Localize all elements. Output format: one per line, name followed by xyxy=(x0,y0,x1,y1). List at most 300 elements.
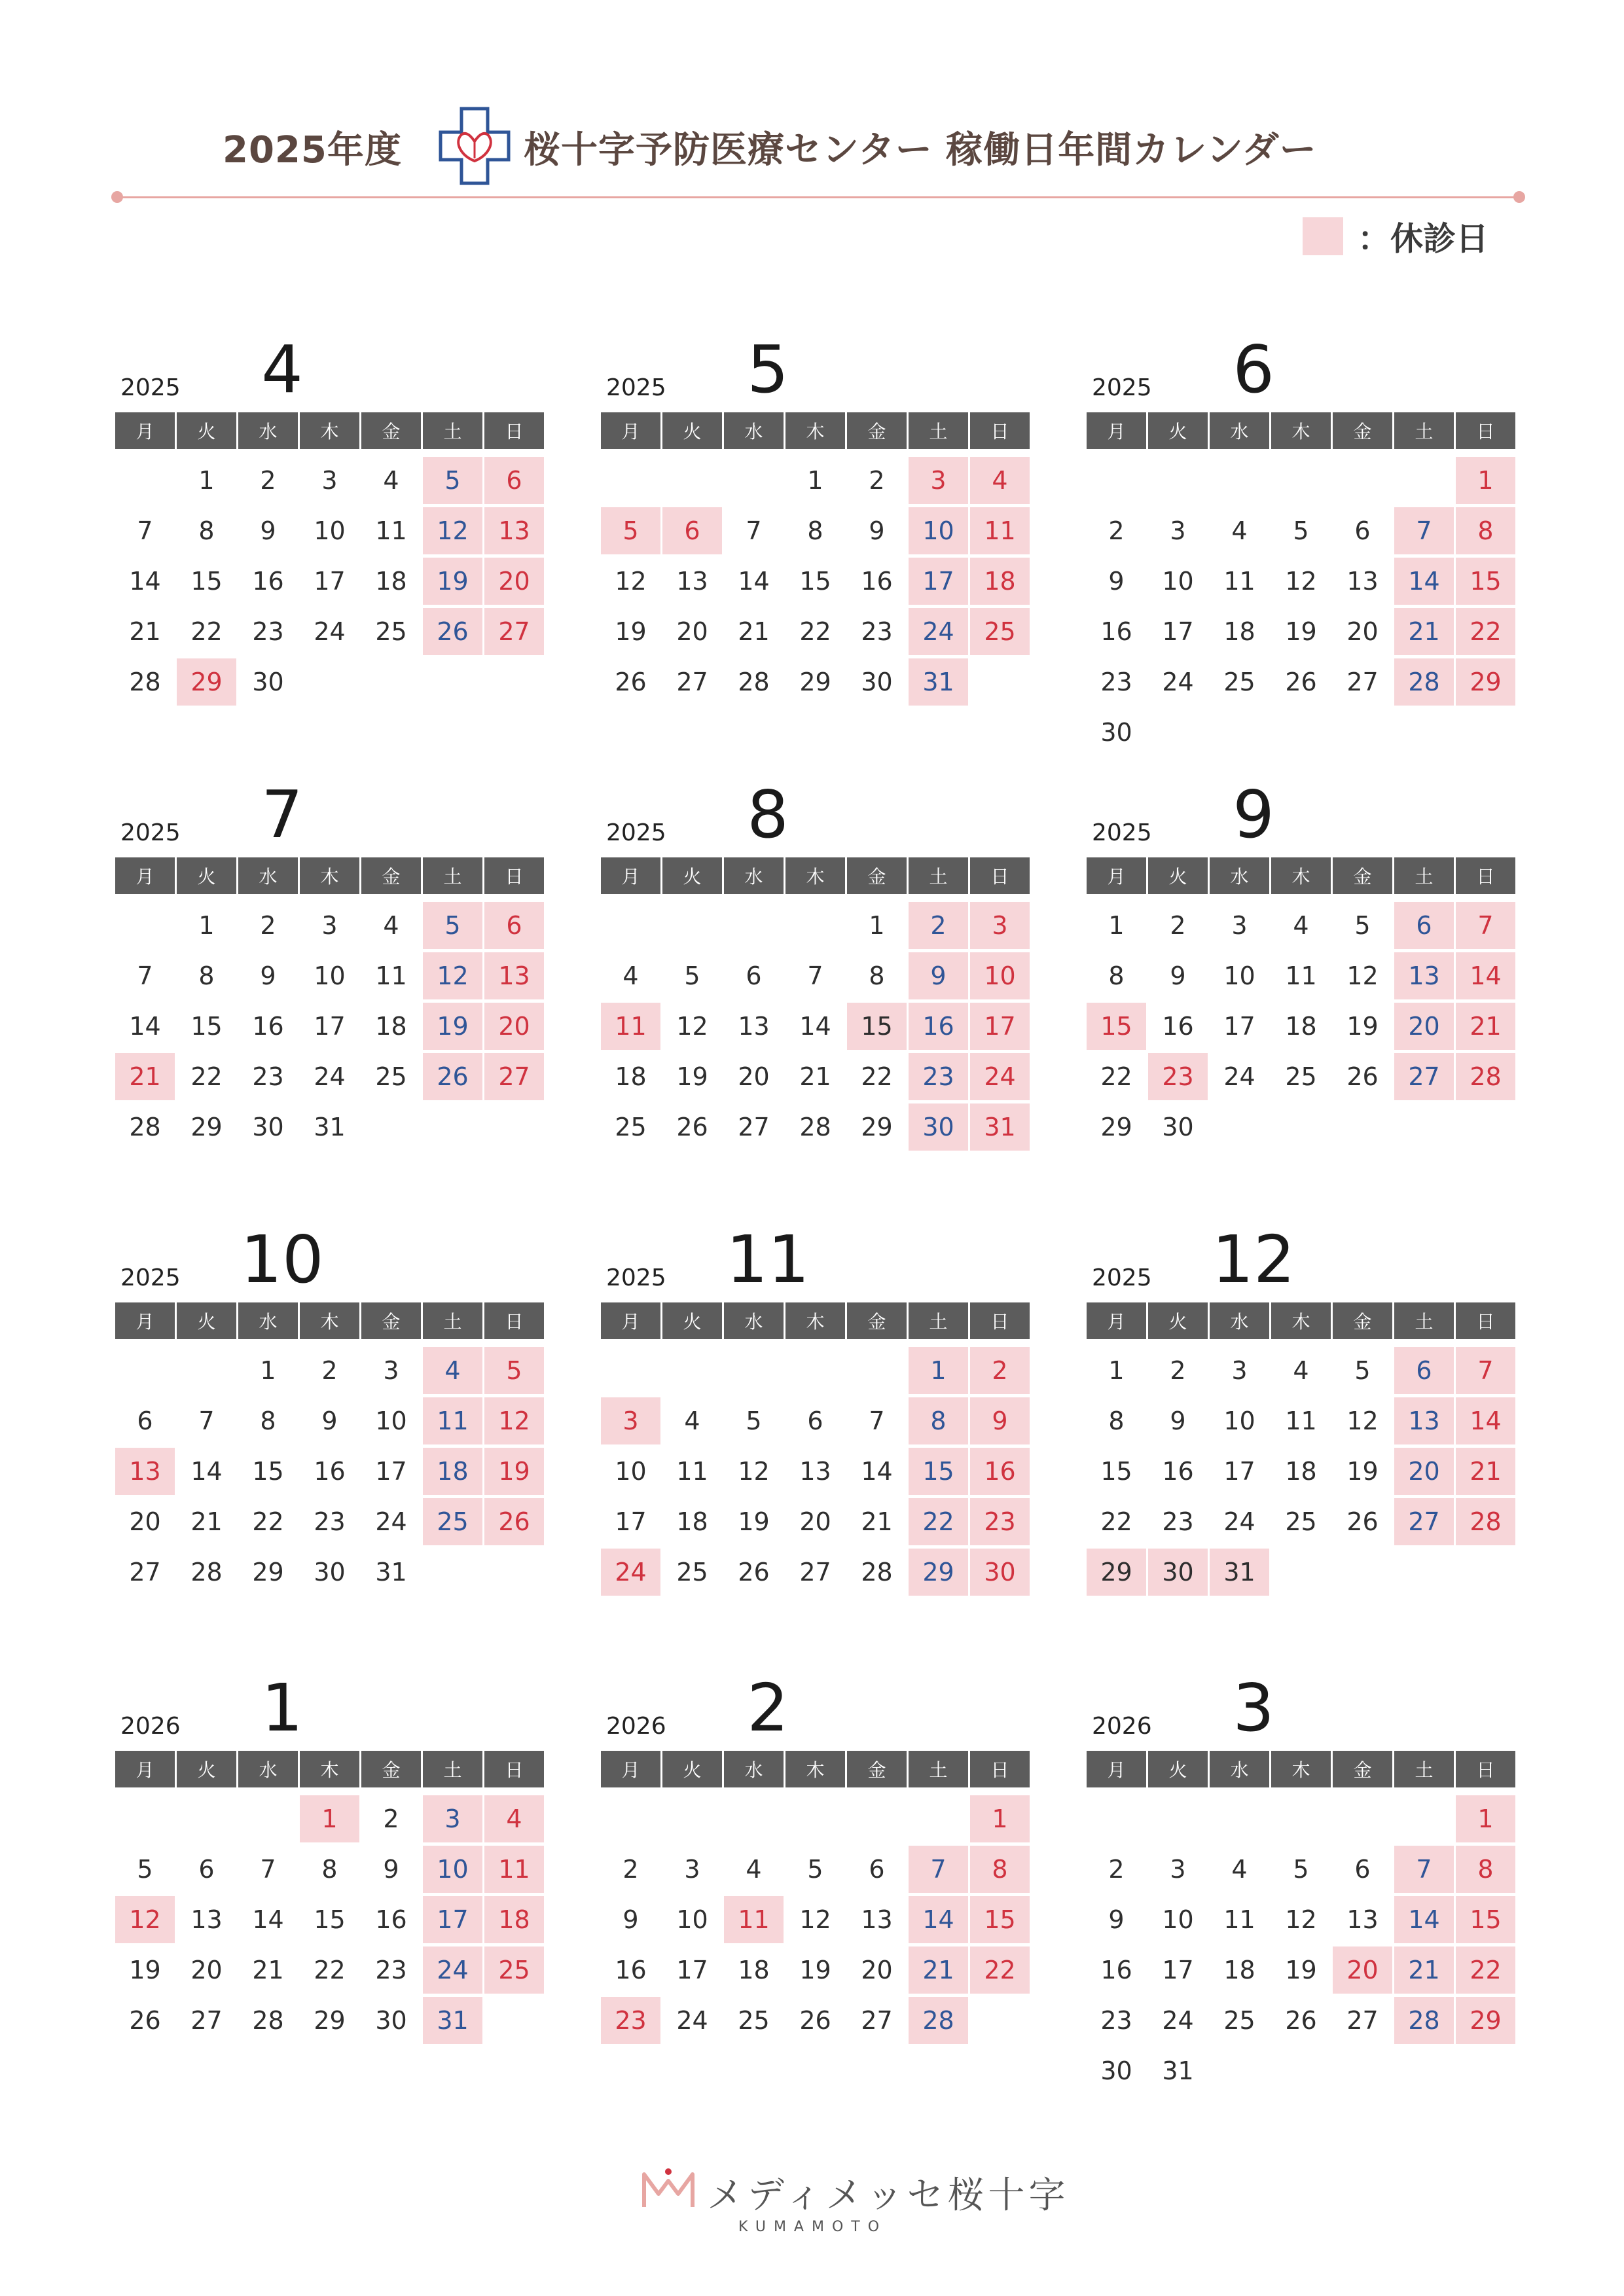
closed-day-cell: 24 xyxy=(909,608,968,655)
day-cell: 31 xyxy=(375,1558,407,1587)
closed-day-cell: 23 xyxy=(970,1498,1030,1545)
day-cell: 23 xyxy=(1100,668,1132,696)
closed-day-cell: 7 xyxy=(909,1846,968,1893)
day-cell: 6 xyxy=(1354,1855,1371,1884)
empty-day-cell xyxy=(1148,1795,1208,1842)
closed-day-cell: 3 xyxy=(970,902,1030,949)
closed-day-cell: 10 xyxy=(970,952,1030,999)
day-cell: 15 xyxy=(190,1012,223,1041)
month-2026-2 xyxy=(601,1672,1030,2047)
weekday-header: 火 xyxy=(177,412,236,449)
empty-day-cell xyxy=(1087,1795,1146,1842)
closed-day-cell: 25 xyxy=(423,1498,482,1545)
weekday-header: 月 xyxy=(601,1751,660,1787)
closed-day-cell: 22 xyxy=(1456,1946,1515,1994)
rule-dot-right xyxy=(1513,191,1525,203)
month-2026-1 xyxy=(115,1672,545,2047)
page-title: 桜十字予防医療センター 稼働日年間カレンダー xyxy=(524,129,1317,171)
month-header xyxy=(115,331,545,412)
day-cell: 23 xyxy=(314,1507,346,1536)
closed-day-cell: 29 xyxy=(1456,1997,1515,2044)
day-cell: 21 xyxy=(190,1507,223,1536)
day-cell: 27 xyxy=(129,1558,161,1587)
day-cell: 25 xyxy=(375,617,407,646)
month-2025-6 xyxy=(1087,331,1516,759)
weekday-header: 木 xyxy=(300,857,359,894)
closed-day-cell: 5 xyxy=(423,457,482,504)
day-cell: 9 xyxy=(383,1855,399,1884)
day-cell: 4 xyxy=(1293,911,1309,940)
day-cell: 2 xyxy=(260,911,276,940)
weekday-header: 火 xyxy=(662,857,722,894)
day-cell: 10 xyxy=(1223,1407,1255,1435)
closed-day-cell: 17 xyxy=(909,558,968,605)
closed-day-cell: 1 xyxy=(1456,457,1515,504)
weekday-header: 木 xyxy=(1271,857,1331,894)
month-2025-5 xyxy=(601,331,1030,709)
closed-day-cell: 23 xyxy=(601,1997,660,2044)
closed-day-cell: 24 xyxy=(423,1946,482,1994)
closed-day-cell: 3 xyxy=(423,1795,482,1842)
day-cell: 11 xyxy=(1285,961,1317,990)
month-header xyxy=(1087,331,1516,412)
closed-day-cell: 28 xyxy=(1456,1498,1515,1545)
closed-day-cell: 15 xyxy=(847,1003,907,1050)
day-cell: 14 xyxy=(799,1012,831,1041)
closed-day-cell: 9 xyxy=(909,952,968,999)
day-cell: 15 xyxy=(190,567,223,596)
empty-day-cell xyxy=(1271,457,1331,504)
day-cell: 22 xyxy=(1100,1507,1132,1536)
closed-day-cell: 30 xyxy=(970,1549,1030,1596)
empty-day-cell xyxy=(115,902,175,949)
day-cell: 17 xyxy=(615,1507,647,1536)
weekday-header: 木 xyxy=(785,1751,845,1787)
month-header xyxy=(1087,1221,1516,1302)
month-days-grid xyxy=(1087,1751,1516,2098)
closed-day-cell: 7 xyxy=(1394,507,1454,554)
month-days-grid xyxy=(601,857,1030,1154)
day-cell: 19 xyxy=(615,617,647,646)
empty-day-cell xyxy=(177,1347,236,1394)
day-cell: 30 xyxy=(1100,718,1132,747)
month-year: 2026 xyxy=(1092,1713,1152,1740)
day-cell: 1 xyxy=(198,466,215,495)
closed-day-cell: 29 xyxy=(1087,1549,1146,1596)
weekday-header: 木 xyxy=(300,1302,359,1339)
closed-day-cell: 10 xyxy=(909,507,968,554)
weekday-header: 月 xyxy=(601,412,660,449)
weekday-header: 火 xyxy=(177,1302,236,1339)
weekday-header: 木 xyxy=(785,412,845,449)
day-cell: 4 xyxy=(746,1855,762,1884)
weekday-header: 土 xyxy=(909,1302,968,1339)
weekday-header: 日 xyxy=(970,1751,1030,1787)
weekday-header: 土 xyxy=(423,1751,482,1787)
day-cell: 6 xyxy=(198,1855,215,1884)
weekday-header: 火 xyxy=(1148,1302,1208,1339)
empty-day-cell xyxy=(662,457,722,504)
day-cell: 12 xyxy=(738,1457,770,1486)
weekday-header: 日 xyxy=(970,857,1030,894)
day-cell: 16 xyxy=(1162,1012,1194,1041)
day-cell: 17 xyxy=(1223,1012,1255,1041)
day-cell: 2 xyxy=(623,1855,639,1884)
closed-day-cell: 14 xyxy=(1394,1896,1454,1943)
empty-day-cell xyxy=(662,1795,722,1842)
day-cell: 12 xyxy=(676,1012,708,1041)
empty-day-cell xyxy=(724,902,784,949)
closed-day-cell: 1 xyxy=(970,1795,1030,1842)
closed-day-cell: 22 xyxy=(1456,608,1515,655)
closed-day-cell: 29 xyxy=(909,1549,968,1596)
weekday-header: 水 xyxy=(1210,412,1269,449)
weekday-header: 水 xyxy=(724,412,784,449)
day-cell: 31 xyxy=(1162,2056,1194,2085)
day-cell: 23 xyxy=(861,617,893,646)
closed-day-cell: 18 xyxy=(423,1448,482,1495)
footer-location: KUMAMOTO xyxy=(738,2219,888,2235)
closed-day-cell: 14 xyxy=(1394,558,1454,605)
weekday-header: 土 xyxy=(909,412,968,449)
closed-day-cell: 27 xyxy=(484,608,544,655)
closed-day-cell: 6 xyxy=(484,457,544,504)
day-cell: 27 xyxy=(676,668,708,696)
month-number: 4 xyxy=(261,331,303,408)
empty-day-cell xyxy=(601,457,660,504)
clinic-cross-logo xyxy=(435,103,514,188)
month-days-grid xyxy=(115,1751,545,2047)
day-cell: 20 xyxy=(738,1062,770,1091)
day-cell: 12 xyxy=(1285,1905,1317,1934)
weekday-header: 土 xyxy=(423,412,482,449)
day-cell: 25 xyxy=(1223,2006,1255,2035)
day-cell: 19 xyxy=(738,1507,770,1536)
day-cell: 28 xyxy=(190,1558,223,1587)
day-cell: 11 xyxy=(375,516,407,545)
day-cell: 21 xyxy=(129,617,161,646)
day-cell: 17 xyxy=(1162,617,1194,646)
weekday-header: 土 xyxy=(423,1302,482,1339)
month-2025-4 xyxy=(115,331,545,709)
empty-day-cell xyxy=(115,1795,175,1842)
empty-day-cell xyxy=(238,1795,298,1842)
day-cell: 2 xyxy=(383,1804,399,1833)
day-cell: 27 xyxy=(861,2006,893,2035)
month-header xyxy=(115,1672,545,1751)
closed-day-cell: 21 xyxy=(115,1053,175,1100)
day-cell: 29 xyxy=(1100,1113,1132,1141)
closed-day-cell: 12 xyxy=(423,507,482,554)
title-divider xyxy=(117,196,1519,198)
weekday-header: 水 xyxy=(238,1302,298,1339)
day-cell: 7 xyxy=(746,516,762,545)
weekday-header: 金 xyxy=(847,412,907,449)
closed-day-cell: 26 xyxy=(423,608,482,655)
day-cell: 28 xyxy=(129,668,161,696)
empty-day-cell xyxy=(1394,457,1454,504)
closed-day-cell: 22 xyxy=(909,1498,968,1545)
day-cell: 20 xyxy=(129,1507,161,1536)
weekday-header: 金 xyxy=(361,412,421,449)
closed-day-cell: 28 xyxy=(1394,1997,1454,2044)
month-number: 2 xyxy=(747,1670,789,1746)
month-year: 2026 xyxy=(120,1713,181,1740)
closed-day-cell: 1 xyxy=(300,1795,359,1842)
day-cell: 15 xyxy=(314,1905,346,1934)
weekday-header: 火 xyxy=(177,1751,236,1787)
day-cell: 3 xyxy=(321,466,338,495)
day-cell: 7 xyxy=(137,961,153,990)
day-cell: 19 xyxy=(1285,617,1317,646)
day-cell: 22 xyxy=(799,617,831,646)
closed-day-cell: 19 xyxy=(423,1003,482,1050)
weekday-header: 木 xyxy=(785,1302,845,1339)
day-cell: 10 xyxy=(1223,961,1255,990)
day-cell: 20 xyxy=(190,1956,223,1984)
closed-day-cell: 21 xyxy=(1456,1003,1515,1050)
day-cell: 26 xyxy=(738,1558,770,1587)
empty-day-cell xyxy=(785,1795,845,1842)
weekday-header: 木 xyxy=(1271,1302,1331,1339)
day-cell: 2 xyxy=(321,1356,338,1385)
closed-day-cell: 18 xyxy=(484,1896,544,1943)
month-header xyxy=(115,1221,545,1302)
day-cell: 10 xyxy=(1162,567,1194,596)
day-cell: 27 xyxy=(1346,668,1379,696)
empty-day-cell xyxy=(1148,457,1208,504)
day-cell: 6 xyxy=(1354,516,1371,545)
day-cell: 24 xyxy=(1223,1507,1255,1536)
month-2025-7 xyxy=(115,776,545,1154)
weekday-header: 水 xyxy=(724,857,784,894)
closed-day-cell: 15 xyxy=(1456,1896,1515,1943)
empty-day-cell xyxy=(601,1795,660,1842)
day-cell: 27 xyxy=(799,1558,831,1587)
day-cell: 19 xyxy=(676,1062,708,1091)
closed-day-cell: 13 xyxy=(1394,952,1454,999)
day-cell: 15 xyxy=(1100,1457,1132,1486)
month-number: 9 xyxy=(1233,776,1274,853)
weekday-header: 月 xyxy=(1087,1302,1146,1339)
weekday-header: 日 xyxy=(484,1751,544,1787)
closed-day-cell: 8 xyxy=(909,1397,968,1444)
weekday-header: 火 xyxy=(662,1751,722,1787)
day-cell: 13 xyxy=(1346,1905,1379,1934)
day-cell: 30 xyxy=(314,1558,346,1587)
closed-day-swatch xyxy=(1303,217,1343,255)
closed-day-cell: 13 xyxy=(484,507,544,554)
closed-day-cell: 30 xyxy=(1148,1549,1208,1596)
day-cell: 14 xyxy=(861,1457,893,1486)
empty-day-cell xyxy=(115,457,175,504)
day-cell: 14 xyxy=(129,567,161,596)
empty-day-cell xyxy=(785,902,845,949)
day-cell: 26 xyxy=(1346,1507,1379,1536)
day-cell: 8 xyxy=(198,961,215,990)
day-cell: 19 xyxy=(1346,1012,1379,1041)
day-cell: 25 xyxy=(1285,1507,1317,1536)
day-cell: 4 xyxy=(1293,1356,1309,1385)
day-cell: 29 xyxy=(314,2006,346,2035)
day-cell: 25 xyxy=(738,2006,770,2035)
legend-label: ：休診日 xyxy=(1358,220,1489,258)
day-cell: 7 xyxy=(198,1407,215,1435)
month-year: 2025 xyxy=(1092,374,1152,401)
closed-day-cell: 18 xyxy=(970,558,1030,605)
day-cell: 8 xyxy=(260,1407,276,1435)
day-cell: 9 xyxy=(260,961,276,990)
day-cell: 14 xyxy=(129,1012,161,1041)
weekday-header: 金 xyxy=(847,857,907,894)
day-cell: 16 xyxy=(861,567,893,596)
day-cell: 29 xyxy=(861,1113,893,1141)
weekday-header: 水 xyxy=(238,857,298,894)
day-cell: 4 xyxy=(383,466,399,495)
empty-day-cell xyxy=(909,1795,968,1842)
empty-day-cell xyxy=(1210,1795,1269,1842)
weekday-header: 土 xyxy=(1394,412,1454,449)
closed-day-cell: 5 xyxy=(601,507,660,554)
closed-day-cell: 31 xyxy=(970,1103,1030,1151)
month-header xyxy=(601,331,1030,412)
day-cell: 1 xyxy=(869,911,885,940)
month-year: 2025 xyxy=(120,819,181,846)
empty-day-cell xyxy=(177,1795,236,1842)
day-cell: 3 xyxy=(1170,1855,1186,1884)
day-cell: 13 xyxy=(738,1012,770,1041)
closed-day-cell: 21 xyxy=(1456,1448,1515,1495)
month-year: 2025 xyxy=(1092,1265,1152,1291)
day-cell: 15 xyxy=(799,567,831,596)
day-cell: 26 xyxy=(1285,668,1317,696)
empty-day-cell xyxy=(1394,1795,1454,1842)
day-cell: 13 xyxy=(799,1457,831,1486)
weekday-header: 土 xyxy=(1394,1302,1454,1339)
day-cell: 10 xyxy=(314,961,346,990)
weekday-header: 月 xyxy=(1087,1751,1146,1787)
weekday-header: 日 xyxy=(1456,1302,1515,1339)
day-cell: 29 xyxy=(190,1113,223,1141)
closed-day-cell: 5 xyxy=(423,902,482,949)
closed-day-cell: 12 xyxy=(423,952,482,999)
day-cell: 19 xyxy=(1285,1956,1317,1984)
day-cell: 7 xyxy=(137,516,153,545)
day-cell: 30 xyxy=(861,668,893,696)
weekday-header: 金 xyxy=(1333,1302,1392,1339)
closed-day-cell: 15 xyxy=(909,1448,968,1495)
closed-day-cell: 14 xyxy=(1456,1397,1515,1444)
weekday-header: 金 xyxy=(361,1751,421,1787)
month-2025-10 xyxy=(115,1221,545,1599)
day-cell: 2 xyxy=(1170,1356,1186,1385)
empty-day-cell xyxy=(724,457,784,504)
day-cell: 12 xyxy=(1285,567,1317,596)
closed-day-cell: 29 xyxy=(1456,658,1515,706)
day-cell: 5 xyxy=(137,1855,153,1884)
weekday-header: 水 xyxy=(1210,1751,1269,1787)
day-cell: 5 xyxy=(1293,516,1309,545)
day-cell: 16 xyxy=(615,1956,647,1984)
day-cell: 5 xyxy=(807,1855,823,1884)
day-cell: 18 xyxy=(738,1956,770,1984)
day-cell: 24 xyxy=(1223,1062,1255,1091)
day-cell: 13 xyxy=(861,1905,893,1934)
month-2025-8 xyxy=(601,776,1030,1154)
month-year: 2026 xyxy=(606,1713,666,1740)
closed-day-cell: 5 xyxy=(484,1347,544,1394)
day-cell: 16 xyxy=(1100,617,1132,646)
weekday-header: 水 xyxy=(1210,1302,1269,1339)
month-header xyxy=(601,1672,1030,1751)
month-header xyxy=(601,776,1030,857)
day-cell: 12 xyxy=(1346,1407,1379,1435)
closed-day-cell: 3 xyxy=(601,1397,660,1444)
day-cell: 3 xyxy=(1231,911,1248,940)
closed-day-cell: 25 xyxy=(484,1946,544,1994)
month-header xyxy=(115,776,545,857)
closed-day-cell: 1 xyxy=(1456,1795,1515,1842)
day-cell: 26 xyxy=(1346,1062,1379,1091)
day-cell: 24 xyxy=(1162,668,1194,696)
empty-day-cell xyxy=(115,1347,175,1394)
closed-day-cell: 26 xyxy=(423,1053,482,1100)
closed-day-cell: 2 xyxy=(909,902,968,949)
closed-day-cell: 6 xyxy=(662,507,722,554)
day-cell: 28 xyxy=(252,2006,284,2035)
closed-day-cell: 8 xyxy=(970,1846,1030,1893)
month-number: 11 xyxy=(726,1221,810,1298)
closed-day-cell: 23 xyxy=(1148,1053,1208,1100)
weekday-header: 月 xyxy=(601,857,660,894)
weekday-header: 金 xyxy=(361,857,421,894)
day-cell: 5 xyxy=(684,961,700,990)
footer-brand: メディメッセ桜十字 xyxy=(707,2174,1070,2217)
month-2025-12 xyxy=(1087,1221,1516,1599)
empty-day-cell xyxy=(601,1347,660,1394)
day-cell: 5 xyxy=(746,1407,762,1435)
day-cell: 4 xyxy=(1231,516,1248,545)
day-cell: 22 xyxy=(190,1062,223,1091)
day-cell: 17 xyxy=(375,1457,407,1486)
closed-day-cell: 16 xyxy=(970,1448,1030,1495)
day-cell: 30 xyxy=(375,2006,407,2035)
day-cell: 2 xyxy=(260,466,276,495)
month-year: 2025 xyxy=(120,374,181,401)
closed-day-cell: 29 xyxy=(177,658,236,706)
day-cell: 12 xyxy=(615,567,647,596)
empty-day-cell xyxy=(1087,457,1146,504)
month-number: 8 xyxy=(747,776,789,853)
month-2025-9 xyxy=(1087,776,1516,1154)
closed-day-cell: 13 xyxy=(484,952,544,999)
month-days-grid xyxy=(601,412,1030,709)
day-cell: 10 xyxy=(615,1457,647,1486)
closed-day-cell: 9 xyxy=(970,1397,1030,1444)
day-cell: 16 xyxy=(314,1457,346,1486)
day-cell: 7 xyxy=(807,961,823,990)
day-cell: 23 xyxy=(1162,1507,1194,1536)
closed-day-cell: 1 xyxy=(909,1347,968,1394)
weekday-header: 金 xyxy=(847,1751,907,1787)
day-cell: 9 xyxy=(260,516,276,545)
weekday-header: 金 xyxy=(1333,1751,1392,1787)
closed-day-cell: 20 xyxy=(1333,1946,1392,1994)
closed-day-cell: 10 xyxy=(423,1846,482,1893)
day-cell: 19 xyxy=(799,1956,831,1984)
day-cell: 16 xyxy=(252,1012,284,1041)
weekday-header: 木 xyxy=(300,1751,359,1787)
